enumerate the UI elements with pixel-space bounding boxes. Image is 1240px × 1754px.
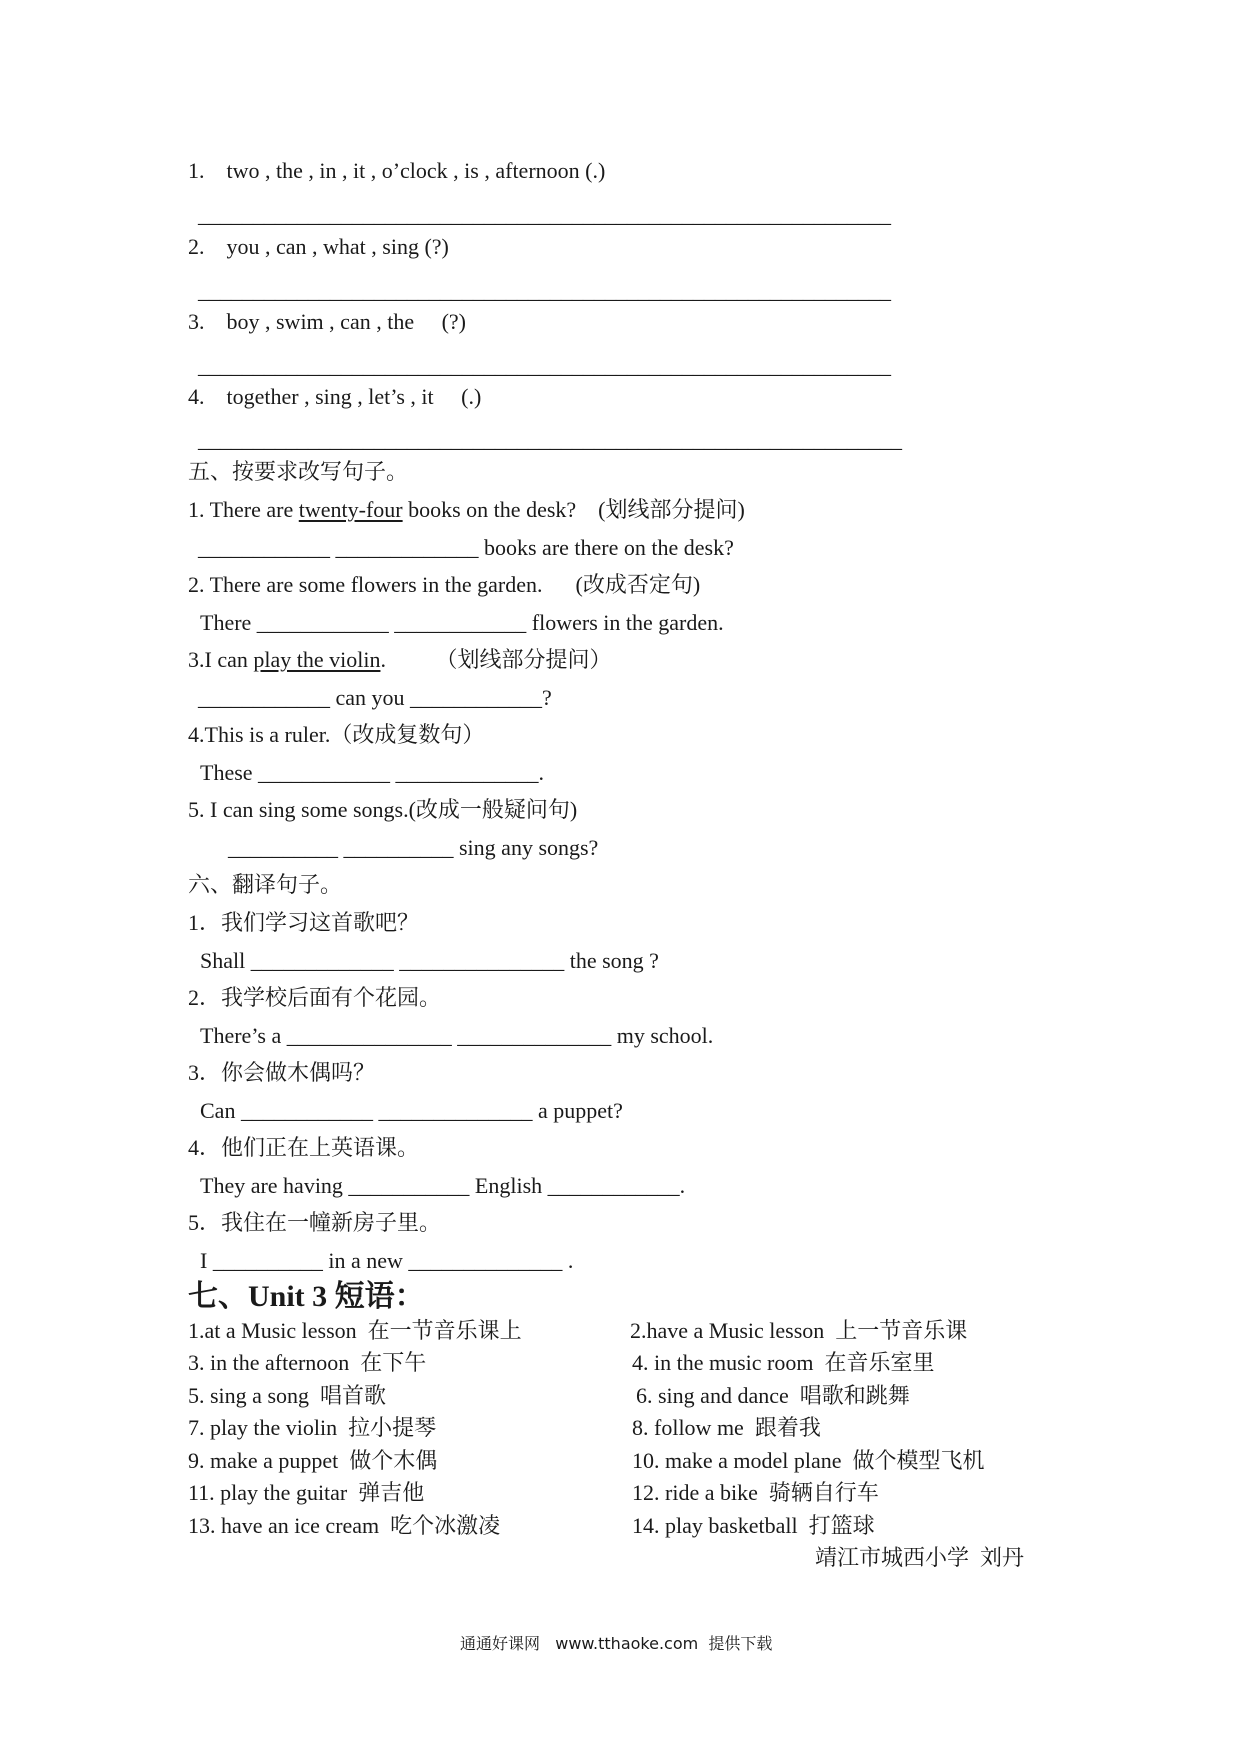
sec4-answer-line-1: _______________________________________________________________ — [198, 202, 891, 227]
sec5-q1-underlined: twenty-four — [298, 497, 403, 522]
sec4-answer-line-4: ________________________________________________________________ — [198, 427, 902, 452]
sec5-q3-suffix: . （划线部分提问） — [380, 647, 612, 672]
sec5-answer-2: There ____________ ____________ flowers in the garden. — [200, 610, 724, 635]
sec4-question-1: 1. two , the , in , it , o’clock , is , afternoon (.) — [188, 158, 606, 183]
sec5-question-5: 5. I can sing some songs.(改成一般疑问句) — [188, 797, 578, 822]
phrase-item: 12. ride a bike 骑辆自行车 — [632, 1480, 879, 1505]
sec5-answer-3: ____________ can you ____________? — [198, 685, 552, 710]
sec7-title: 七、Unit 3 短语： — [188, 1280, 425, 1313]
sec5-answer-5: __________ __________ sing any songs? — [228, 835, 599, 860]
sec4-question-4: 4. together , sing , let’s , it (.) — [188, 384, 482, 409]
phrase-item: 2.have a Music lesson 上一节音乐课 — [630, 1318, 968, 1343]
sec5-question-4: 4.This is a ruler.（改成复数句） — [188, 722, 485, 747]
sec5-q3-underlined: play the violin — [253, 647, 381, 672]
phrase-item: 7. play the violin 拉小提琴 — [188, 1415, 437, 1440]
phrase-item: 8. follow me 跟着我 — [632, 1415, 821, 1440]
phrase-item: 6. sing and dance 唱歌和跳舞 — [636, 1383, 910, 1408]
sec6-title: 六、翻译句子。 — [188, 872, 343, 897]
sec6-answer-4: They are having ___________ English ____________. — [200, 1173, 686, 1198]
phrase-item: 3. in the afternoon 在下午 — [188, 1350, 427, 1375]
sec6-question-4: 4．他们正在上英语课。 — [188, 1135, 420, 1160]
sec5-q1-suffix: books on the desk? (划线部分提问) — [402, 497, 745, 522]
sec5-answer-1: ____________ _____________ books are there on the desk? — [198, 535, 734, 560]
sec6-answer-5: I __________ in a new ______________ . — [200, 1248, 574, 1273]
phrase-item: 11. play the guitar 弹吉他 — [188, 1480, 425, 1505]
phrase-item: 5. sing a song 唱首歌 — [188, 1383, 387, 1408]
sec6-answer-1: Shall _____________ _______________ the song ? — [200, 948, 659, 973]
phrase-item: 1.at a Music lesson 在一节音乐课上 — [188, 1318, 522, 1343]
sec5-title: 五、按要求改写句子。 — [188, 459, 409, 484]
sec4-answer-line-2: _______________________________________________________________ — [198, 278, 891, 303]
phrase-item: 13. have an ice cream 吃个冰激凌 — [188, 1513, 501, 1538]
sec4-answer-line-3: _______________________________________________________________ — [198, 353, 891, 378]
sec5-q1-prefix: 1. There are — [188, 497, 299, 522]
sec6-answer-3: Can ____________ ______________ a puppet? — [200, 1098, 623, 1123]
phrase-item: 9. make a puppet 做个木偶 — [188, 1448, 438, 1473]
sec5-question-1 — [188, 499, 745, 521]
sec4-question-2: 2. you , can , what , sing (?) — [188, 234, 449, 259]
sec5-answer-4: These ____________ _____________. — [200, 760, 545, 785]
footer-source: 通通好课网 www.tthaoke.com 提供下载 — [460, 1634, 773, 1653]
sec5-question-3 — [188, 649, 611, 671]
phrase-item: 10. make a model plane 做个模型飞机 — [632, 1448, 985, 1473]
sec6-question-1: 1．我们学习这首歌吧？ — [188, 910, 420, 935]
sec6-answer-2: There’s a _______________ ______________ my school. — [200, 1023, 714, 1048]
sec6-question-3: 3．你会做木偶吗？ — [188, 1060, 376, 1085]
sec4-question-3: 3. boy , swim , can , the (?) — [188, 309, 466, 334]
sec5-q3-prefix: 3.I can — [188, 647, 254, 672]
sec6-question-5: 5．我住在一幢新房子里。 — [188, 1210, 442, 1235]
sec5-question-2: 2. There are some flowers in the garden. (改成否定句) — [188, 572, 701, 597]
phrase-item: 14. play basketball 打篮球 — [632, 1513, 875, 1538]
phrase-item: 4. in the music room 在音乐室里 — [632, 1350, 935, 1375]
author-signature: 靖江市城西小学 刘丹 — [815, 1545, 1025, 1570]
sec6-question-2: 2．我学校后面有个花园。 — [188, 985, 442, 1010]
